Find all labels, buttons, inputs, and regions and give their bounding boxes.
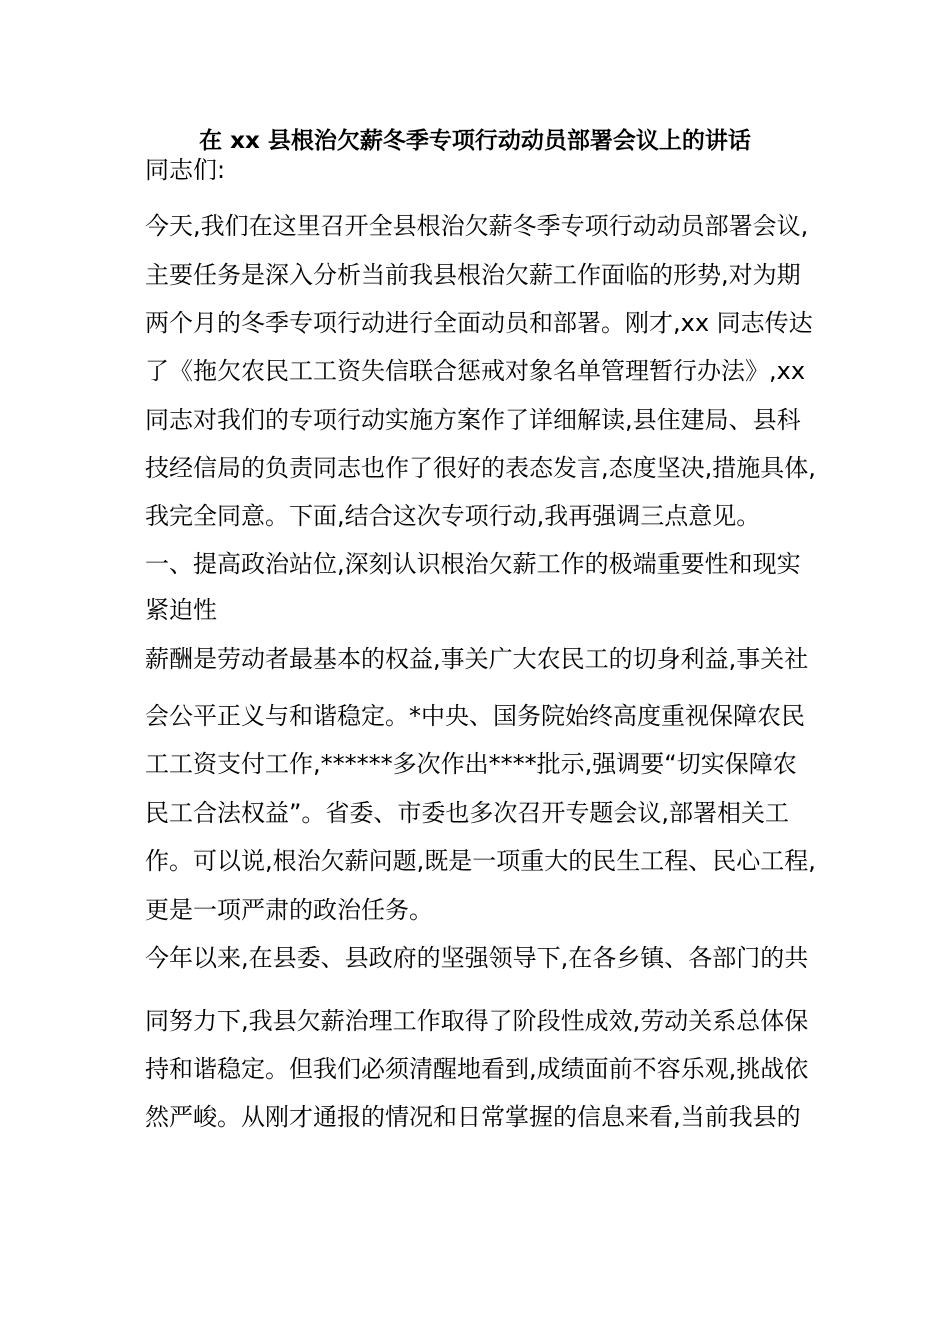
section-heading-line: 薪酬是劳动者最基本的权益,事关广大农民工的切身利益,事关社 [145,645,809,673]
paragraph-line: 主要任务是深入分析当前我县根治欠薪工作面临的形势,对为期 [145,261,801,289]
paragraph-line: 两个月的冬季专项行动进行全面动员和部署。刚才,xx 同志传达 [145,309,813,337]
paragraph-line: 今天,我们在这里召开全县根治欠薪冬季专项行动动员部署会议, [145,212,809,240]
section-heading-line: 紧迫性 [145,596,217,624]
paragraph-line: 持和谐稳定。但我们必须清醒地看到,成绩面前不容乐观,挑战依 [145,1055,809,1083]
paragraph-line: 然严峻。从刚才通报的情况和日常掌握的信息来看,当前我县的 [145,1103,801,1131]
paragraph-line: 一、提高政治站位,深刻认识根治欠薪工作的极端重要性和现实 [145,550,801,578]
paragraph-line: 技经信局的负责同志也作了很好的表态发言,态度坚决,措施具体, [145,454,816,482]
paragraph-line: 工工资支付工作,******多次作出****批示,强调要“切实保障农 [145,750,797,778]
paragraph-line: 民工合法权益”。省委、市委也多次召开专题会议,部署相关工 [145,799,790,827]
salutation: 同志们: [145,156,226,184]
paragraph-line: 同志对我们的专项行动实施方案作了详细解读,县住建局、县科 [145,406,801,434]
paragraph-line: 我完全同意。下面,结合这次专项行动,我再强调三点意见。 [145,502,761,530]
document-title: 在 xx 县根治欠薪冬季专项行动动员部署会议上的讲话 [199,128,751,154]
paragraph-line: 了《拖欠农民工工资失信联合惩戒对象名单管理暂行办法》,xx [145,357,806,385]
paragraph-line: 同努力下,我县欠薪治理工作取得了阶段性成效,劳动关系总体保 [145,1007,809,1035]
paragraph-line: 作。可以说,根治欠薪问题,既是一项重大的民生工程、民心工程, [145,847,816,875]
paragraph-line: 会公平正义与和谐稳定。*中央、国务院始终高度重视保障农民 [145,702,805,730]
paragraph-line: 更是一项严肃的政治任务。 [145,896,433,924]
paragraph-line: 今年以来,在县委、县政府的坚强领导下,在各乡镇、各部门的共 [145,944,809,972]
